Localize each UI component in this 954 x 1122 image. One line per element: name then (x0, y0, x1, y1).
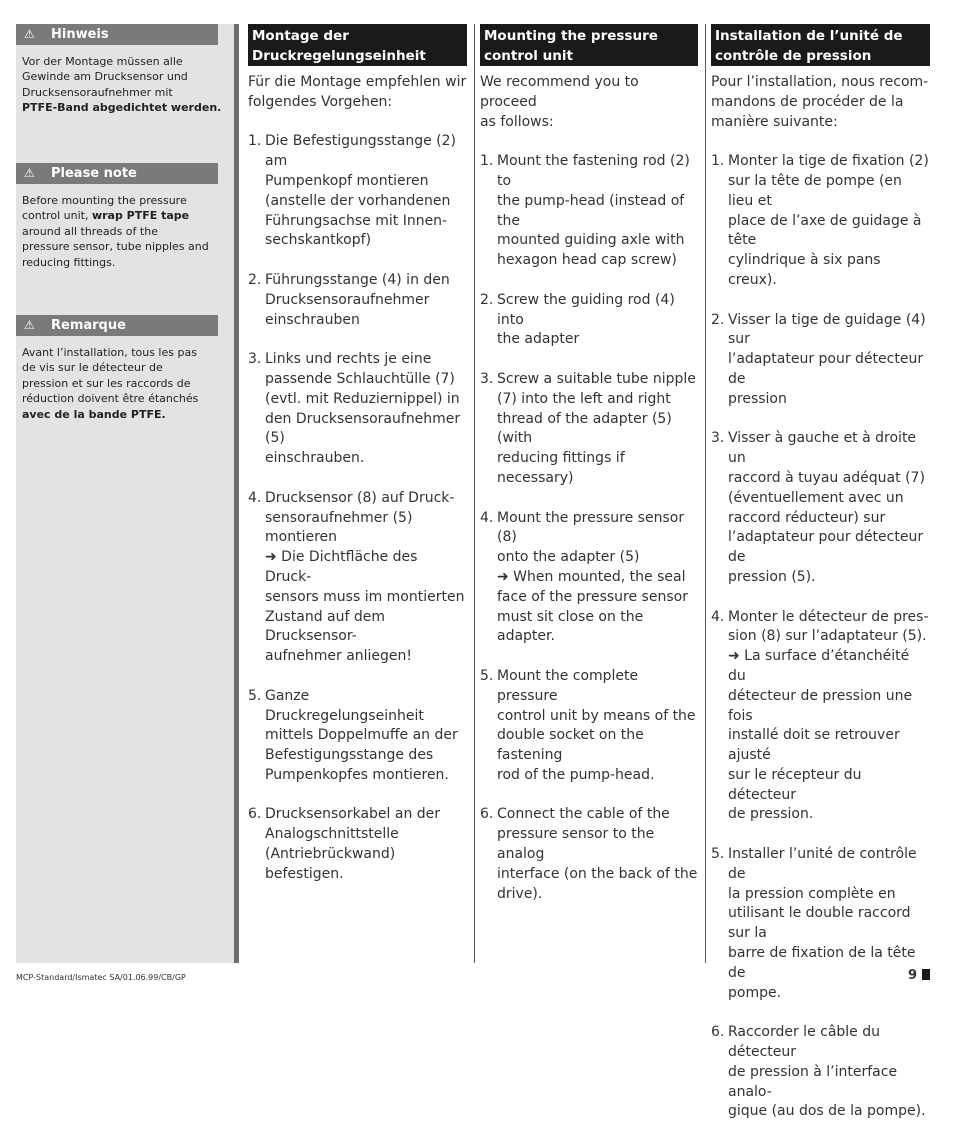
note-text: Avant l’installation, tous les pas (22, 346, 197, 359)
step-line: reducing fittings if necessary) (497, 450, 625, 486)
note-line (22, 54, 222, 69)
section-text (248, 73, 467, 885)
step-line: Pumpenkopf montieren (265, 172, 429, 189)
step-line: (éventuellement avec un (728, 489, 904, 506)
step-line: (anstelle der vorhandenen (265, 192, 451, 209)
column-german (248, 24, 467, 885)
step-line: cylindrique à six pans creux). (728, 252, 881, 288)
step-line: Drucksensor (8) auf Druck- (265, 489, 455, 506)
intro-paragraph (480, 73, 698, 132)
note-text: Before mounting the pressure (22, 194, 187, 207)
step-line: double socket on the fastening (497, 727, 644, 764)
step-line: de pression. (728, 806, 814, 823)
step-line: la pression complète en (728, 885, 896, 902)
step-line: passende Schlauchtülle (7) (265, 370, 455, 387)
step-line: installé doit se retrouver ajusté (728, 727, 900, 764)
section-heading (248, 24, 467, 66)
step-line: pressure sensor to the analog (497, 826, 655, 863)
step-number: 1. (480, 153, 494, 170)
note-line (22, 193, 222, 208)
sidebar-divider (234, 24, 239, 963)
step-number: 4. (480, 509, 494, 526)
step-line: l’adaptateur pour détecteur de (728, 351, 924, 387)
heading-line: contrôle de pression (715, 48, 872, 64)
column-divider (705, 24, 706, 963)
heading-line: Druckregelungseinheit (252, 48, 426, 64)
step-line: Visser à gauche et à droite un (728, 430, 917, 467)
warning-icon: ⚠ (24, 27, 35, 41)
note-body (22, 345, 222, 422)
note-line (22, 345, 222, 360)
note-line (22, 239, 222, 254)
step-line: Connect the cable of the (497, 806, 670, 823)
step-line: ➜ Die Dichtfläche des Druck- (265, 549, 418, 585)
step-number: 4. (711, 608, 725, 625)
note-text: Gewinde am Drucksensor und (22, 70, 188, 84)
step-line: pression (5). (728, 568, 816, 585)
step-line: Zustand auf dem Drucksensor- (265, 608, 386, 645)
heading-line: Installation de l’unité de (715, 28, 903, 44)
step-line: Ganze Druckregelungseinheit (265, 687, 424, 724)
step-line: Mount the fastening rod (2) to (497, 153, 690, 189)
step-line: drive). (497, 885, 543, 902)
step-line: ➜ When mounted, the seal (497, 568, 686, 585)
step-line: face of the pressure sensor (497, 588, 688, 605)
step-item (711, 608, 930, 826)
heading-line: Montage der (252, 28, 349, 44)
section-text (711, 73, 930, 1122)
step-line: barre de fixation de la tête de (728, 945, 916, 981)
note-line (22, 208, 222, 223)
note-text: de vis sur le détecteur de (22, 361, 163, 375)
step-line: raccord à tuyau adéquat (7) (728, 469, 925, 486)
step-number: 1. (248, 133, 262, 150)
step-line: pression (728, 390, 787, 407)
column-french (711, 24, 930, 1122)
step-item (480, 667, 698, 786)
step-item (248, 132, 467, 251)
step-line: montieren (265, 529, 338, 546)
note-line (22, 360, 222, 375)
step-number: 5. (480, 667, 494, 684)
note-title: Please note (51, 166, 137, 181)
intro-line: folgendes Vorgehen: (248, 93, 393, 110)
step-line: utilisant le double raccord sur la (728, 905, 911, 942)
note-line (22, 407, 222, 422)
warning-icon: ⚠ (24, 166, 35, 180)
footer-doc-id: MCP-Standard/Ismatec SA/01.06.99/CB/GP (16, 973, 186, 982)
step-line: (evtl. mit Reduziernippel) in (265, 390, 460, 407)
warning-icon: ⚠ (24, 318, 35, 332)
step-line: Raccorder le câble du détecteur (728, 1024, 881, 1061)
step-item (248, 489, 467, 667)
step-item (711, 152, 930, 291)
step-line: Analogschnittstelle (265, 826, 399, 843)
step-line: Befestigungsstange des (265, 747, 434, 764)
step-line: must sit close on the adapter. (497, 608, 644, 645)
step-line: Führungsstange (4) in den (265, 271, 450, 288)
step-item (711, 1023, 930, 1122)
note-text: around all threads of the (22, 224, 158, 238)
step-number: 1. (711, 153, 725, 170)
intro-line: manière suivante: (711, 113, 838, 130)
intro-line: Pour l’installation, nous recom- (711, 74, 929, 90)
note-text: Drucksensoraufnehmer mit (22, 85, 173, 99)
step-item (248, 350, 467, 469)
note-heading (16, 163, 218, 184)
step-line: sechskantkopf) (265, 232, 372, 249)
step-line: sensoraufnehmer (5) (265, 509, 413, 526)
step-number: 6. (248, 806, 262, 823)
note-body (22, 193, 222, 270)
section-heading (711, 24, 930, 66)
step-number: 5. (711, 846, 725, 863)
note-heading (16, 315, 218, 336)
step-line: sion (8) sur l’adaptateur (5). (728, 628, 927, 645)
step-line: einschrauben (265, 311, 360, 328)
step-line: l’adaptateur pour détecteur de (728, 529, 924, 566)
intro-line: as follows: (480, 113, 554, 130)
note-text: réduction doivent être étanchés (22, 392, 199, 406)
notes-sidebar (16, 24, 234, 963)
note-text: reducing fittings. (22, 255, 116, 269)
step-line: (7) into the left and right (497, 390, 671, 407)
step-line: Mount the complete pressure (497, 667, 639, 704)
step-line: pompe. (728, 984, 782, 1001)
step-line: einschrauben. (265, 450, 365, 467)
note-line (22, 376, 222, 391)
note-text: PTFE-Band abgedichtet werden. (22, 101, 222, 115)
step-line: Monter la tige de fixation (2) (728, 153, 929, 170)
step-item (480, 805, 698, 904)
note-text: Vor der Montage müssen alle (22, 55, 183, 68)
step-item (480, 509, 698, 648)
step-number: 2. (248, 271, 262, 288)
heading-line: control unit (484, 48, 573, 64)
note-line (22, 255, 222, 270)
note-text: wrap PTFE tape (91, 209, 190, 223)
step-line: sur la tête de pompe (en lieu et (728, 172, 902, 209)
note-text: avec de la bande PTFE. (22, 407, 166, 421)
step-line: den Drucksensoraufnehmer (5) (265, 410, 461, 447)
step-number: 2. (480, 291, 494, 308)
step-item (480, 152, 698, 271)
intro-paragraph (711, 73, 930, 132)
step-number: 3. (711, 430, 725, 447)
step-line: raccord réducteur) sur (728, 509, 886, 526)
note-title: Remarque (51, 318, 126, 333)
step-item (711, 429, 930, 587)
heading-line: Mounting the pressure (484, 28, 658, 44)
step-line: Links und rechts je eine (265, 351, 432, 368)
step-number: 3. (480, 370, 494, 387)
step-line: mittels Doppelmuffe an der (265, 727, 458, 744)
step-line: Screw the guiding rod (4) into (497, 291, 675, 328)
step-line: the adapter (497, 331, 580, 348)
step-number: 3. (248, 351, 262, 368)
step-line: onto the adapter (5) (497, 549, 640, 566)
step-line: interface (on the back of the (497, 865, 698, 882)
step-line: détecteur de pression une fois (728, 687, 913, 724)
step-line: Drucksensoraufnehmer (265, 291, 430, 308)
step-line: rod of the pump-head. (497, 766, 655, 783)
step-item (248, 687, 467, 786)
column-divider (474, 24, 475, 963)
note-text: control unit, (22, 209, 92, 223)
note-line (22, 391, 222, 406)
step-line: control unit by means of the (497, 707, 696, 724)
intro-line: We recommend you to proceed (480, 74, 639, 110)
intro-line: Für die Montage empfehlen wir (248, 74, 467, 90)
note-line (22, 100, 222, 115)
step-item (248, 805, 467, 884)
step-number: 6. (711, 1024, 725, 1041)
step-number: 5. (248, 687, 262, 704)
step-line: Visser la tige de guidage (4) sur (728, 311, 926, 348)
page-number-text: 9 (907, 968, 917, 983)
step-line: Screw a suitable tube nipple (497, 370, 696, 387)
note-line (22, 224, 222, 239)
intro-paragraph (248, 73, 467, 113)
step-line: sensors muss im montierten (265, 588, 465, 605)
note-text: pressure sensor, tube nipples and (22, 240, 209, 254)
step-item (480, 291, 698, 350)
step-line: Installer l’unité de contrôle de (728, 846, 917, 882)
note-heading (16, 24, 218, 45)
step-line: place de l’axe de guidage à tête (728, 212, 922, 249)
step-item (711, 311, 930, 410)
step-line: the pump-head (instead of the (497, 192, 685, 229)
section-heading (480, 24, 698, 66)
step-item (711, 845, 930, 1003)
step-line: Mount the pressure sensor (8) (497, 509, 685, 546)
note-line (22, 69, 222, 84)
section-text (480, 73, 698, 904)
step-item (480, 370, 698, 489)
step-line: gique (au dos de la pompe). (728, 1103, 926, 1120)
step-line: sur le récepteur du détecteur (728, 766, 862, 803)
step-line: aufnehmer anliegen! (265, 648, 413, 665)
page-number (908, 968, 930, 983)
column-english (480, 24, 698, 904)
note-title: Hinweis (51, 27, 109, 42)
step-line: Führungsachse mit Innen- (265, 212, 448, 229)
step-number: 6. (480, 806, 494, 823)
step-line: Pumpenkopfes montieren. (265, 766, 449, 783)
step-line: ➜ La surface d’étanchéité du (728, 648, 910, 684)
note-body (22, 54, 222, 116)
step-line: Drucksensorkabel an der (265, 806, 441, 823)
page-marker (922, 969, 930, 980)
intro-line: mandons de procéder de la (711, 93, 904, 110)
note-line (22, 85, 222, 100)
step-number: 4. (248, 489, 262, 506)
step-line: (Antriebrückwand) befestigen. (265, 846, 396, 882)
step-number: 2. (711, 311, 725, 328)
step-line: Monter le détecteur de pres- (728, 608, 929, 625)
step-line: Die Befestigungsstange (2) am (265, 133, 456, 170)
step-item (248, 271, 467, 330)
step-line: de pression à l’interface analo- (728, 1063, 898, 1100)
step-line: hexagon head cap screw) (497, 252, 677, 269)
step-line: mounted guiding axle with (497, 232, 685, 249)
note-text: pression et sur les raccords de (22, 376, 191, 390)
step-line: thread of the adapter (5) (with (497, 410, 672, 447)
